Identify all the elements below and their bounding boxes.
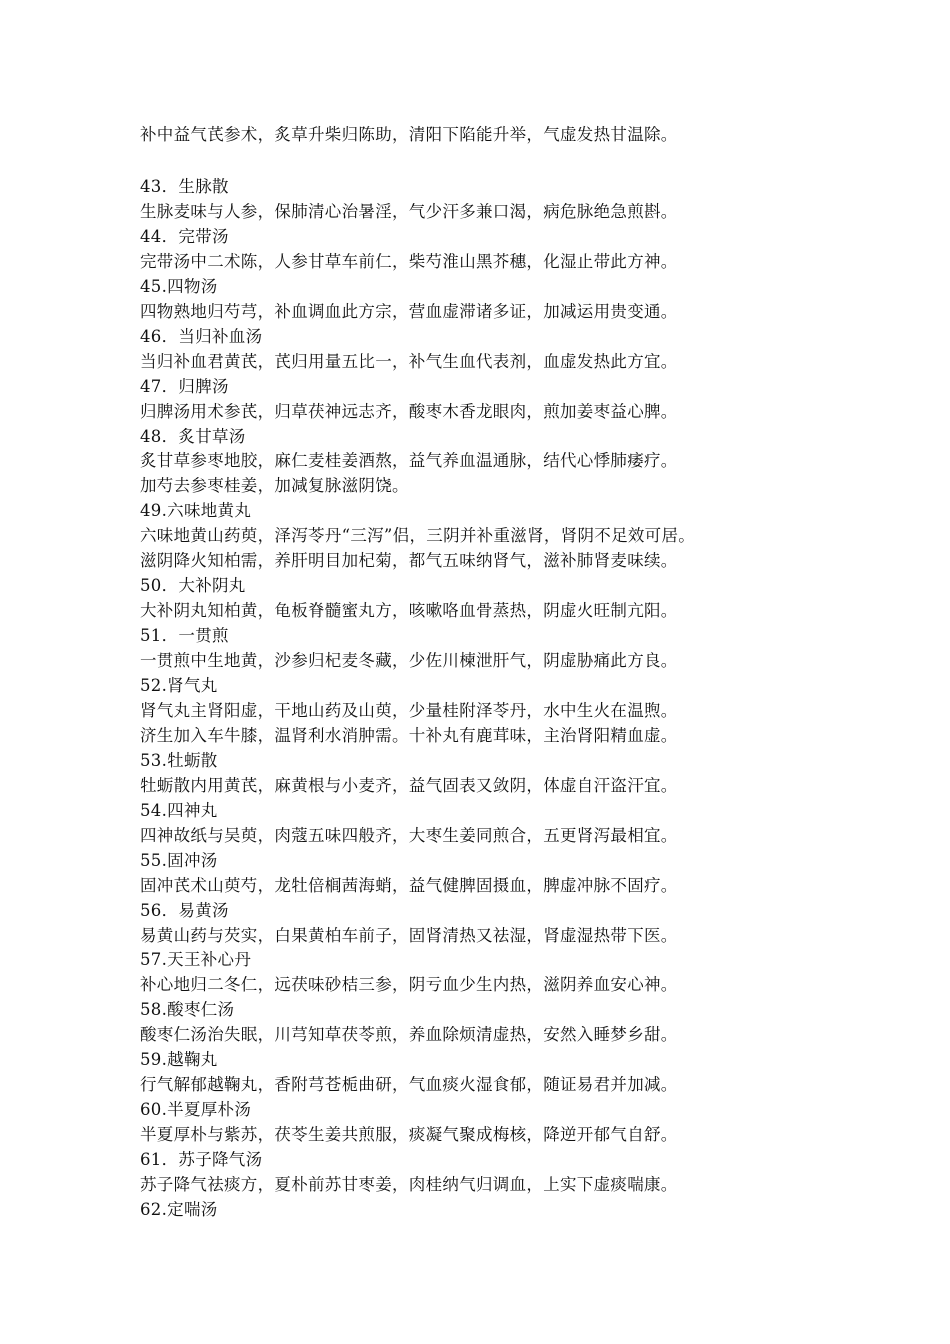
verse-line: 酸枣仁汤治失眠，川芎知草茯苓煎，养血除烦清虚热，安然入睡梦乡甜。 xyxy=(140,1025,678,1045)
formula-heading: 60.半夏厚朴汤 xyxy=(140,1100,252,1120)
verse-line: 当归补血君黄芪，芪归用量五比一，补气生血代表剂，血虚发热此方宜。 xyxy=(140,351,678,371)
formula-heading: 46．当归补血汤 xyxy=(140,326,263,346)
formula-heading: 50．大补阴丸 xyxy=(140,576,246,596)
verse-line: 补心地归二冬仁，远茯味砂桔三参，阴亏血少生内热，滋阴养血安心神。 xyxy=(140,975,678,995)
verse-line: 完带汤中二术陈，人参甘草车前仁，柴芍淮山黑芥穗，化湿止带此方神。 xyxy=(140,251,678,271)
formula-heading: 43．生脉散 xyxy=(140,177,229,196)
formula-heading: 55.固冲汤 xyxy=(140,850,218,870)
verse-line: 炙甘草参枣地胶，麻仁麦桂姜酒熬，益气养血温通脉，结代心悸肺痿疗。 xyxy=(140,451,678,471)
verse-line: 四神故纸与吴萸，肉蔻五味四般齐，大枣生姜同煎合，五更肾泻最相宜。 xyxy=(140,825,678,845)
formula-heading: 58.酸枣仁汤 xyxy=(140,1000,235,1020)
formula-heading: 56．易黄汤 xyxy=(140,900,229,920)
verse-line: 六味地黄山药萸，泽泻苓丹“三泻”侣，三阴并补重滋肾，肾阴不足效可居。 xyxy=(140,526,696,546)
verse-line: 四物熟地归芍芎，补血调血此方宗，营血虚滞诸多证，加减运用贵变通。 xyxy=(140,301,678,321)
formula-heading: 52.肾气丸 xyxy=(140,676,218,695)
verse-line: 生脉麦味与人参，保肺清心治暑淫，气少汗多兼口渴，病危脉绝急煎斟。 xyxy=(140,201,678,221)
verse-line: 补中益气芪参术，炙草升柴归陈助，清阳下陷能升举，气虚发热甘温除。 xyxy=(140,125,678,144)
formula-heading: 45.四物汤 xyxy=(140,276,218,296)
verse-line: 济生加入车牛膝，温肾利水消肿需。十补丸有鹿茸味，主治肾阳精血虚。 xyxy=(140,725,678,745)
verse-line: 大补阴丸知柏黄，龟板脊髓蜜丸方，咳嗽咯血骨蒸热，阴虚火旺制亢阳。 xyxy=(140,601,678,621)
verse-line: 牡蛎散内用黄芪，麻黄根与小麦齐，益气固表又敛阴，体虚自汗盗汗宜。 xyxy=(140,775,678,795)
formula-heading: 57.天王补心丹 xyxy=(140,950,252,970)
verse-line: 归脾汤用术参芪，归草茯神远志齐，酸枣木香龙眼肉，煎加姜枣益心脾。 xyxy=(140,401,678,421)
formula-heading: 51．一贯煎 xyxy=(140,626,229,646)
verse-line: 苏子降气祛痰方，夏朴前苏甘枣姜，肉桂纳气归调血，上实下虚痰喘康。 xyxy=(140,1175,678,1194)
verse-line: 滋阴降火知柏需，养肝明目加杞菊，都气五味纳肾气，滋补肺肾麦味续。 xyxy=(140,551,678,571)
formula-heading: 59.越鞠丸 xyxy=(140,1050,218,1070)
formula-heading: 47．归脾汤 xyxy=(140,376,229,396)
formula-heading: 53.牡蛎散 xyxy=(140,750,218,770)
formula-heading: 48．炙甘草汤 xyxy=(140,426,246,446)
verse-line: 易黄山药与芡实，白果黄柏车前子，固肾清热又祛湿，肾虚湿热带下医。 xyxy=(140,925,678,945)
formula-heading: 62.定喘汤 xyxy=(140,1199,218,1219)
formula-heading: 44．完带汤 xyxy=(140,226,229,246)
verse-line: 肾气丸主肾阳虚，干地山药及山萸，少量桂附泽苓丹，水中生火在温煦。 xyxy=(140,700,678,720)
verse-line: 加芍去参枣桂姜，加减复脉滋阴饶。 xyxy=(140,476,409,496)
verse-line: 一贯煎中生地黄，沙参归杞麦冬藏，少佐川楝泄肝气，阴虚胁痛此方良。 xyxy=(140,651,678,670)
formula-heading: 54.四神丸 xyxy=(140,800,218,820)
formula-heading: 49.六味地黄丸 xyxy=(140,501,252,521)
verse-line: 行气解郁越鞠丸，香附芎苍栀曲研，气血痰火湿食郁，随证易君并加减。 xyxy=(140,1075,678,1095)
verse-line: 半夏厚朴与紫苏，茯苓生姜共煎服，痰凝气聚成梅核，降逆开郁气自舒。 xyxy=(140,1125,678,1145)
formula-heading: 61．苏子降气汤 xyxy=(140,1150,263,1169)
verse-line: 固冲芪术山萸芍，龙牡倍榈茜海蛸，益气健脾固摄血，脾虚冲脉不固疗。 xyxy=(140,875,678,895)
